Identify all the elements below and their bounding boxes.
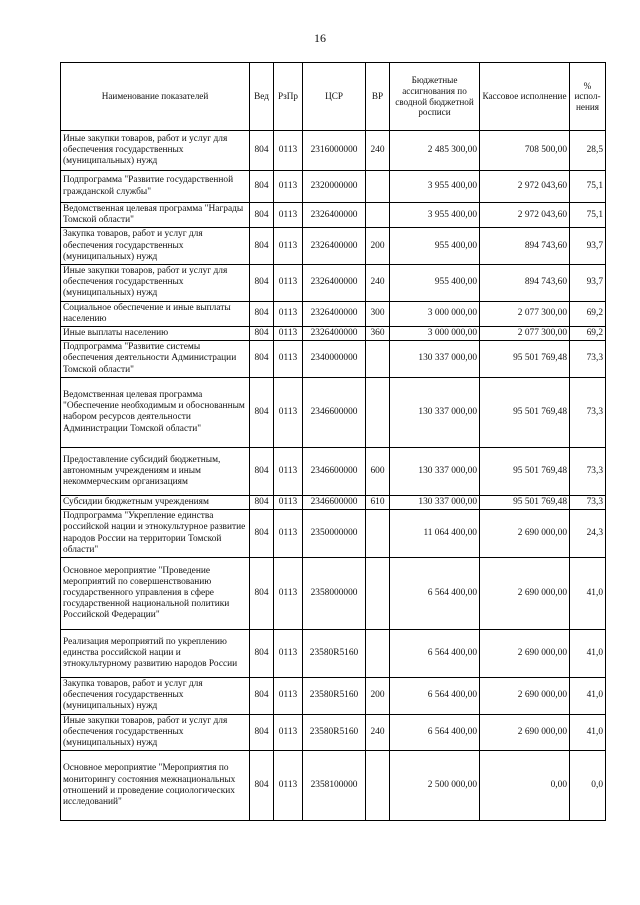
- table-row: [61, 630, 606, 678]
- row-rzpr: 0113: [274, 327, 303, 341]
- row-vr: 200: [366, 678, 390, 715]
- row-name: Иные закупки товаров, работ и услуг для обеспечения государственных (муниципальных) нужд: [61, 265, 250, 302]
- table-row: [61, 341, 606, 378]
- row-csr: 2346600000: [303, 495, 366, 509]
- row-budget: 2 500 000,00: [390, 751, 480, 821]
- row-name: Субсидии бюджетным учреждениям: [61, 495, 250, 509]
- row-percent: 41,0: [570, 630, 606, 678]
- row-cash: 2 972 043,60: [480, 171, 570, 203]
- header-cash: Кассовое исполнение: [480, 63, 570, 131]
- row-cash: 95 501 769,48: [480, 377, 570, 447]
- row-percent: 73,3: [570, 495, 606, 509]
- row-csr: 2326400000: [303, 301, 366, 326]
- table-row: [61, 171, 606, 203]
- row-budget: 3 955 400,00: [390, 203, 480, 228]
- row-budget: 6 564 400,00: [390, 678, 480, 715]
- row-cash: 894 743,60: [480, 228, 570, 265]
- row-vr: [366, 510, 390, 558]
- row-budget: 3 000 000,00: [390, 301, 480, 326]
- row-ved: 804: [250, 131, 274, 171]
- row-csr: 2346600000: [303, 377, 366, 447]
- row-budget: 130 337 000,00: [390, 447, 480, 495]
- table-row: [61, 131, 606, 171]
- row-vr: [366, 341, 390, 378]
- header-percent: % испол-нения: [570, 63, 606, 131]
- row-cash: 95 501 769,48: [480, 495, 570, 509]
- row-csr: 2326400000: [303, 228, 366, 265]
- row-cash: 2 690 000,00: [480, 678, 570, 715]
- header-vr: ВР: [366, 63, 390, 131]
- row-name: Подпрограмма "Укрепление единства российской нации и этнокультурное развитие народов России на территории Томской области": [61, 510, 250, 558]
- row-ved: 804: [250, 171, 274, 203]
- row-ved: 804: [250, 558, 274, 630]
- row-csr: 23580R5160: [303, 714, 366, 751]
- row-percent: 73,3: [570, 447, 606, 495]
- row-percent: 0,0: [570, 751, 606, 821]
- row-csr: 2326400000: [303, 327, 366, 341]
- row-csr: 2320000000: [303, 171, 366, 203]
- row-rzpr: 0113: [274, 447, 303, 495]
- header-name: Наименование показателей: [61, 63, 250, 131]
- row-budget: 130 337 000,00: [390, 341, 480, 378]
- row-rzpr: 0113: [274, 714, 303, 751]
- row-percent: 41,0: [570, 558, 606, 630]
- row-vr: 240: [366, 265, 390, 302]
- row-percent: 73,3: [570, 341, 606, 378]
- row-budget: 11 064 400,00: [390, 510, 480, 558]
- row-rzpr: 0113: [274, 203, 303, 228]
- budget-execution-table: [60, 62, 606, 821]
- row-percent: 93,7: [570, 265, 606, 302]
- table-body: [61, 131, 606, 821]
- row-vr: [366, 203, 390, 228]
- row-ved: 804: [250, 228, 274, 265]
- row-csr: 23580R5160: [303, 630, 366, 678]
- row-rzpr: 0113: [274, 751, 303, 821]
- row-ved: 804: [250, 327, 274, 341]
- table-row: [61, 495, 606, 509]
- table-row: [61, 327, 606, 341]
- row-cash: 0,00: [480, 751, 570, 821]
- row-rzpr: 0113: [274, 377, 303, 447]
- table-row: [61, 377, 606, 447]
- row-csr: 2350000000: [303, 510, 366, 558]
- row-cash: 2 690 000,00: [480, 630, 570, 678]
- row-percent: 69,2: [570, 301, 606, 326]
- row-percent: 73,3: [570, 377, 606, 447]
- row-ved: 804: [250, 265, 274, 302]
- row-vr: 240: [366, 131, 390, 171]
- row-csr: 23580R5160: [303, 678, 366, 715]
- row-ved: 804: [250, 377, 274, 447]
- row-name: Основное мероприятие "Мероприятия по мониторингу состояния межнациональных отношений и проведение социологических исследований": [61, 751, 250, 821]
- row-name: Иные выплаты населению: [61, 327, 250, 341]
- page-number: 16: [314, 31, 326, 45]
- row-csr: 2346600000: [303, 447, 366, 495]
- header-ved: Вед: [250, 63, 274, 131]
- row-rzpr: 0113: [274, 341, 303, 378]
- table-row: [61, 751, 606, 821]
- row-budget: 2 485 300,00: [390, 131, 480, 171]
- row-percent: 75,1: [570, 171, 606, 203]
- row-percent: 41,0: [570, 678, 606, 715]
- row-cash: 2 972 043,60: [480, 203, 570, 228]
- row-cash: 2 690 000,00: [480, 714, 570, 751]
- row-ved: 804: [250, 341, 274, 378]
- row-rzpr: 0113: [274, 171, 303, 203]
- row-rzpr: 0113: [274, 678, 303, 715]
- row-rzpr: 0113: [274, 301, 303, 326]
- row-csr: 2358100000: [303, 751, 366, 821]
- table-row: [61, 301, 606, 326]
- row-rzpr: 0113: [274, 510, 303, 558]
- row-ved: 804: [250, 301, 274, 326]
- row-name: Закупка товаров, работ и услуг для обеспечения государственных (муниципальных) нужд: [61, 678, 250, 715]
- header-rzpr: РзПр: [274, 63, 303, 131]
- table-row: [61, 265, 606, 302]
- header-csr: ЦСР: [303, 63, 366, 131]
- header-budget: Бюджетные ассигнования по сводной бюджетной росписи: [390, 63, 480, 131]
- row-vr: 240: [366, 714, 390, 751]
- row-cash: 2 077 300,00: [480, 301, 570, 326]
- row-name: Иные закупки товаров, работ и услуг для обеспечения государственных (муниципальных) нужд: [61, 714, 250, 751]
- row-budget: 6 564 400,00: [390, 630, 480, 678]
- row-vr: [366, 630, 390, 678]
- row-cash: 894 743,60: [480, 265, 570, 302]
- row-percent: 75,1: [570, 203, 606, 228]
- row-ved: 804: [250, 714, 274, 751]
- row-csr: 2316000000: [303, 131, 366, 171]
- row-budget: 955 400,00: [390, 228, 480, 265]
- row-rzpr: 0113: [274, 131, 303, 171]
- row-name: Ведомственная целевая программа "Обеспечение необходимым и обоснованным набором ресурсов деятельности Администрации Томской области": [61, 377, 250, 447]
- row-cash: 2 690 000,00: [480, 510, 570, 558]
- table-row: [61, 228, 606, 265]
- row-csr: 2326400000: [303, 203, 366, 228]
- row-budget: 6 564 400,00: [390, 714, 480, 751]
- row-name: Подпрограмма "Развитие государственной гражданской службы": [61, 171, 250, 203]
- row-name: Иные закупки товаров, работ и услуг для обеспечения государственных (муниципальных) нужд: [61, 131, 250, 171]
- table-row: [61, 558, 606, 630]
- row-rzpr: 0113: [274, 630, 303, 678]
- row-budget: 3 955 400,00: [390, 171, 480, 203]
- row-rzpr: 0113: [274, 495, 303, 509]
- row-budget: 3 000 000,00: [390, 327, 480, 341]
- row-budget: 955 400,00: [390, 265, 480, 302]
- row-cash: 95 501 769,48: [480, 341, 570, 378]
- row-ved: 804: [250, 495, 274, 509]
- row-name: Предоставление субсидий бюджетным, автономным учреждениям и иным некоммерческим организациям: [61, 447, 250, 495]
- row-cash: 2 077 300,00: [480, 327, 570, 341]
- row-ved: 804: [250, 203, 274, 228]
- row-percent: 24,3: [570, 510, 606, 558]
- row-name: Реализация мероприятий по укреплению единства российской нации и этнокультурному развитию народов России: [61, 630, 250, 678]
- row-vr: [366, 377, 390, 447]
- row-rzpr: 0113: [274, 228, 303, 265]
- table-row: [61, 714, 606, 751]
- row-csr: 2358000000: [303, 558, 366, 630]
- row-name: Подпрограмма "Развитие системы обеспечения деятельности Администрации Томской области": [61, 341, 250, 378]
- row-budget: 130 337 000,00: [390, 377, 480, 447]
- row-budget: 6 564 400,00: [390, 558, 480, 630]
- row-percent: 93,7: [570, 228, 606, 265]
- row-ved: 804: [250, 678, 274, 715]
- row-name: Закупка товаров, работ и услуг для обеспечения государственных (муниципальных) нужд: [61, 228, 250, 265]
- row-percent: 28,5: [570, 131, 606, 171]
- row-percent: 41,0: [570, 714, 606, 751]
- row-ved: 804: [250, 630, 274, 678]
- table-row: [61, 447, 606, 495]
- table-row: [61, 510, 606, 558]
- row-rzpr: 0113: [274, 265, 303, 302]
- row-vr: 360: [366, 327, 390, 341]
- row-cash: 2 690 000,00: [480, 558, 570, 630]
- row-percent: 69,2: [570, 327, 606, 341]
- row-budget: 130 337 000,00: [390, 495, 480, 509]
- row-vr: 300: [366, 301, 390, 326]
- row-ved: 804: [250, 751, 274, 821]
- table-header-row: [61, 63, 606, 131]
- row-cash: 708 500,00: [480, 131, 570, 171]
- row-cash: 95 501 769,48: [480, 447, 570, 495]
- row-csr: 2326400000: [303, 265, 366, 302]
- row-name: Ведомственная целевая программа "Награды Томской области": [61, 203, 250, 228]
- row-vr: [366, 751, 390, 821]
- row-vr: [366, 171, 390, 203]
- row-rzpr: 0113: [274, 558, 303, 630]
- row-vr: 600: [366, 447, 390, 495]
- row-vr: 200: [366, 228, 390, 265]
- table-row: [61, 678, 606, 715]
- row-vr: [366, 558, 390, 630]
- row-csr: 2340000000: [303, 341, 366, 378]
- row-ved: 804: [250, 510, 274, 558]
- row-name: Основное мероприятие "Проведение мероприятий по совершенствованию государственного управления в сфере государственной национальной политики Российской Федерации": [61, 558, 250, 630]
- row-name: Социальное обеспечение и иные выплаты населению: [61, 301, 250, 326]
- table-row: [61, 203, 606, 228]
- row-vr: 610: [366, 495, 390, 509]
- row-ved: 804: [250, 447, 274, 495]
